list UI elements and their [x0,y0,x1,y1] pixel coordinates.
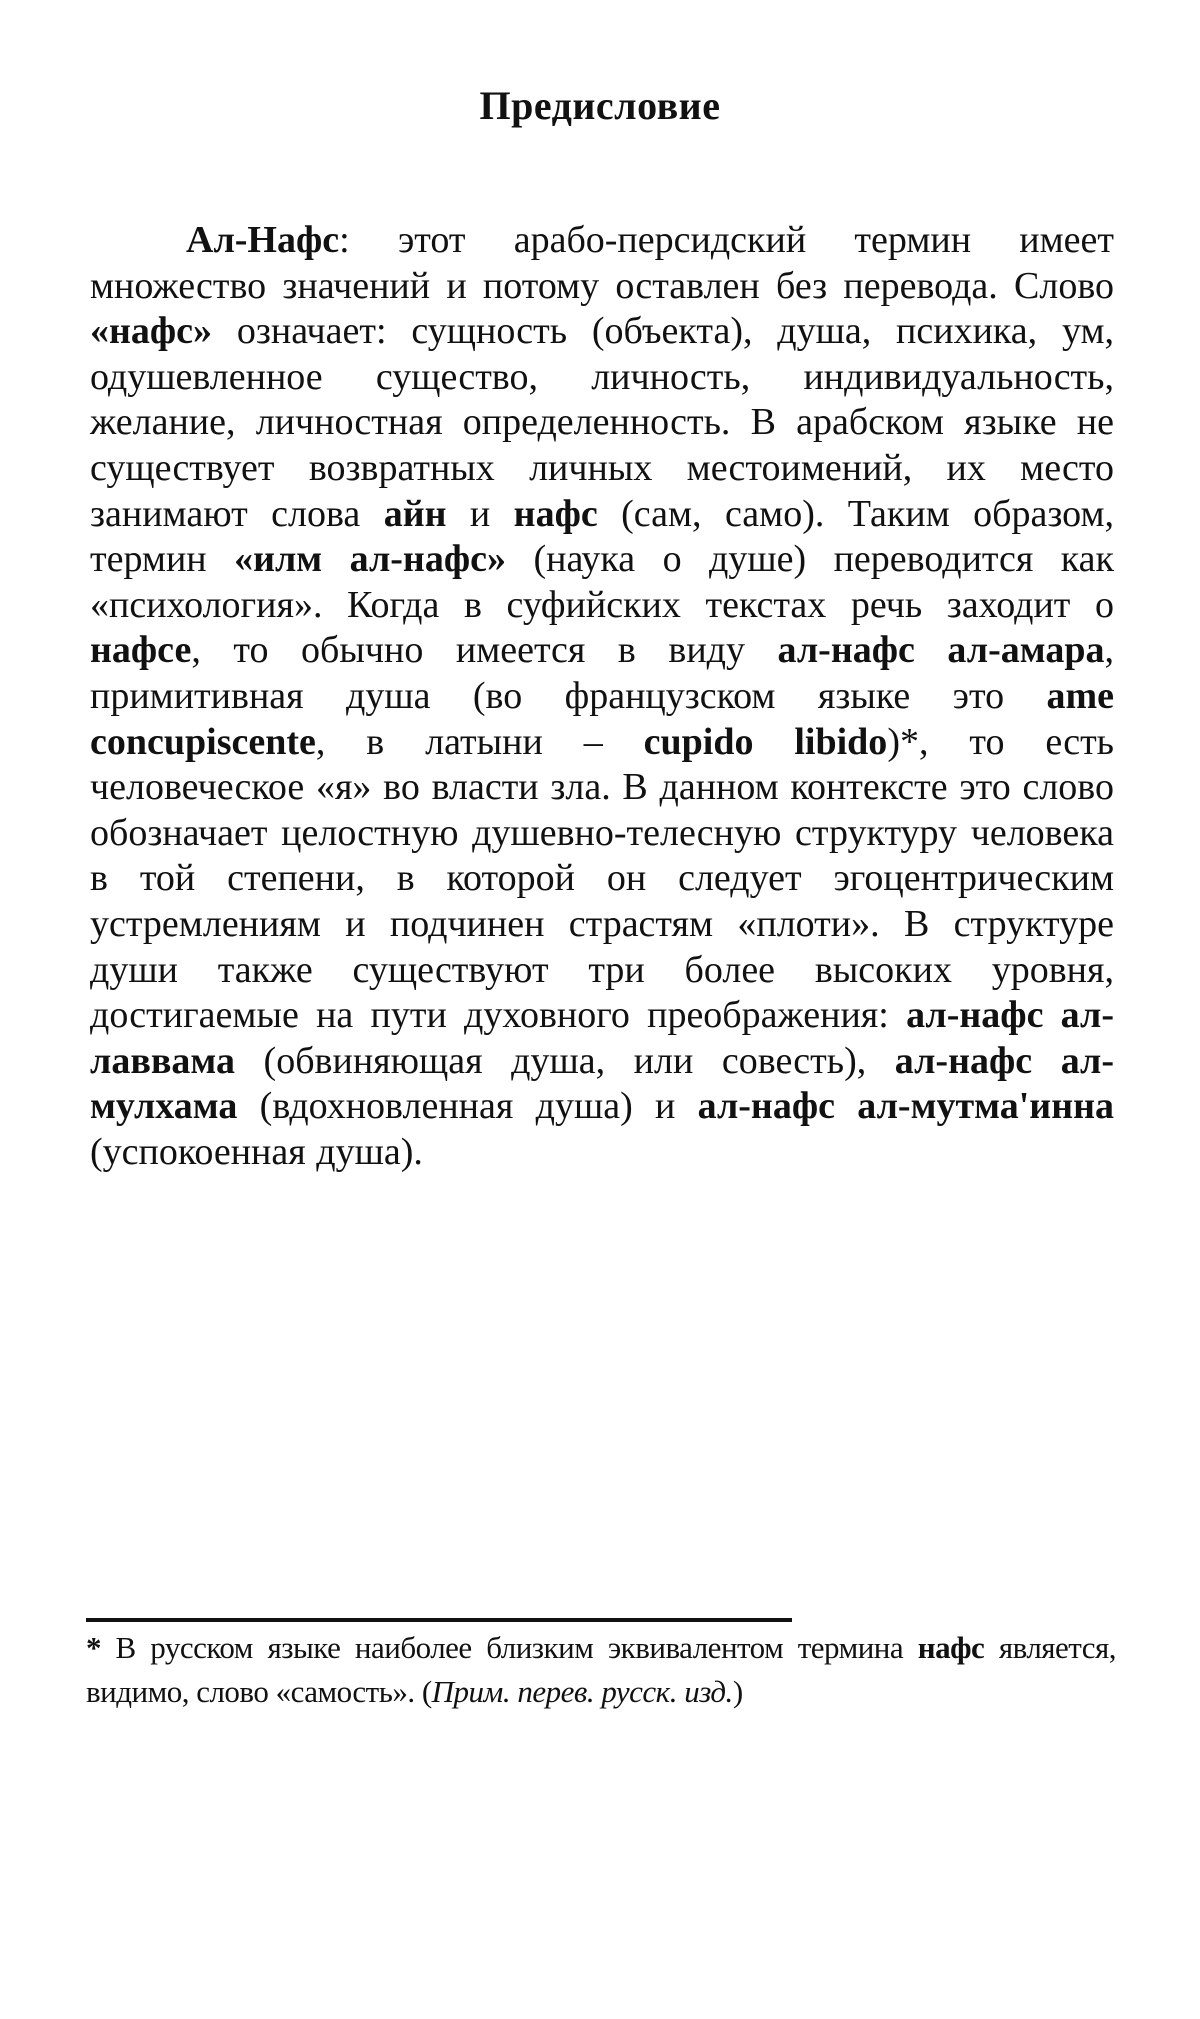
footnote-divider [86,1618,792,1622]
text-segment: и [446,492,514,535]
footnote-text: является, видимо, слово «самость». ( [86,1630,1117,1709]
body-paragraph [90,218,1114,1175]
text-segment: , то обычно имеется в виду [191,629,778,672]
text-segment: (обвиняющая душа, или совесть), [235,1039,895,1082]
text-segment: , в латыни – [315,720,644,763]
page-title: Предисловие [479,83,721,128]
term-heading: Ал-Нафс [186,219,340,261]
footnote-text: ) [732,1674,743,1709]
bold-term: нафс [513,492,598,535]
text-segment: (вдохновленная душа) и [237,1085,698,1128]
text-segment: , примитивная душа (во французском языке это [90,629,1114,717]
footnote-editor-note: Прим. перев. русск. изд. [431,1674,733,1709]
bold-term: ал-нафс ал-мутма'инна [697,1085,1114,1128]
bold-term: ал-нафс ал-мулхама [90,1039,1114,1128]
footnote [86,1626,1116,1714]
bold-term: «илм ал-нафс» [234,538,506,581]
footnote-bold-term: нафс [917,1630,985,1665]
bold-term: ал-нафс ал-амара [777,629,1105,672]
bold-term: ал-нафс ал-лаввама [90,994,1114,1082]
text-segment: )*, то есть человеческое «я» во власти зла. В данном контексте это слово обозначает целостную душевно-телесную структуру человека в той степени, в которой он следует эгоцентрическим устремлениям и подчинен страстям «плоти». В структуре души также существуют три более высоких уровня, достигаемые на пути духовного преображения: [90,720,1115,1037]
bold-term: ame concupiscente [90,674,1114,763]
bold-term: cupido libido [643,720,888,763]
text-segment: (успокоенная душа). [90,1130,423,1173]
footnote-marker: * [86,1630,101,1665]
text-segment: (сам, само). Таким образом, термин [90,492,1114,581]
bold-term: «нафс» [90,310,213,353]
footnote-text: В русском языке наиболее близким эквивалентом термина [101,1630,918,1665]
bold-term: нафсе [90,629,192,672]
text-segment: : этот арабо-персидский термин имеет множество значений и потому оставлен без перевода. Слово [90,219,1114,307]
text-segment: означает: сущность (объекта), душа, психика, ум, одушевленное существо, личность, индивидуальность, желание, личностная определенность. В арабском языке не существует возвратных личных местоимений, их место занимают слова [90,310,1114,535]
text-segment: (наука о душе) переводится как «психология». Когда в суфийских текстах речь заходит о [90,538,1114,626]
bold-term: айн [383,492,447,535]
